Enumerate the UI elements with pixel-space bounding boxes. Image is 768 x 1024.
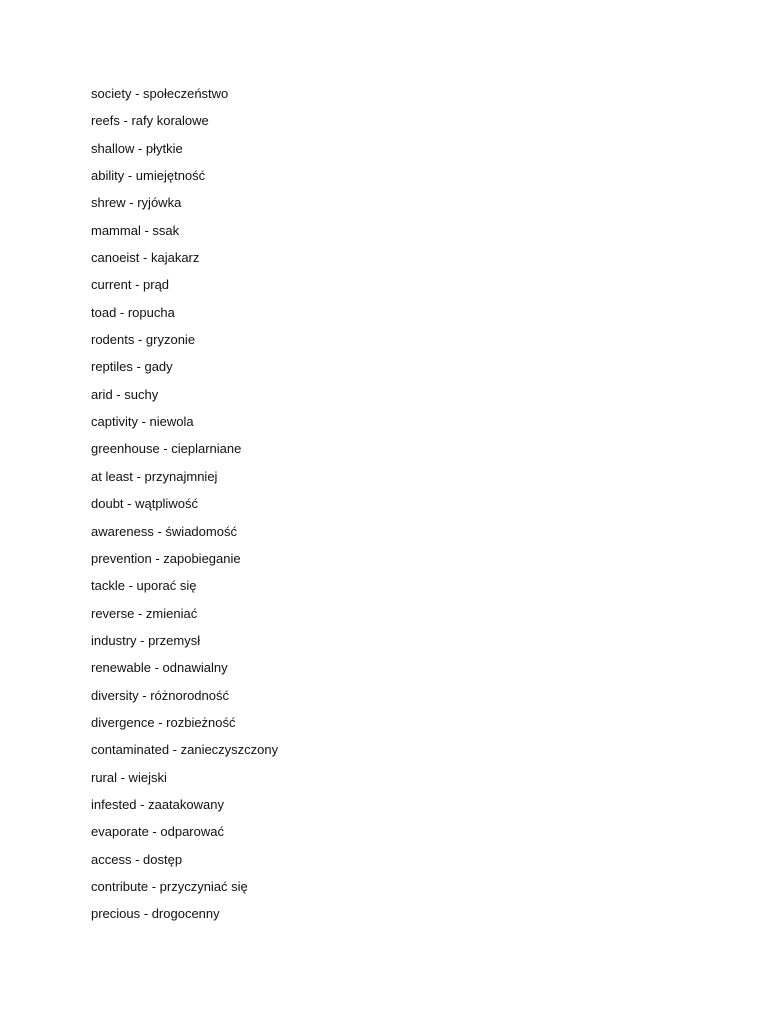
vocab-entry-mammal: mammal - ssak	[91, 222, 180, 238]
vocab-entry-reefs: reefs - rafy koralowe	[91, 113, 209, 129]
vocab-entry-contribute: contribute - przyczyniać się	[91, 878, 248, 894]
vocab-entry-tackle: tackle - uporać się	[91, 578, 197, 594]
vocab-entry-captivity: captivity - niewola	[91, 414, 194, 430]
vocab-entry-prevention: prevention - zapobieganie	[91, 550, 241, 566]
vocab-entry-rodents: rodents - gryzonie	[91, 332, 196, 348]
vocab-entry-reptiles: reptiles - gady	[91, 359, 173, 375]
vocab-entry-diversity: diversity - różnorodność	[91, 687, 229, 703]
vocabulary-list	[91, 84, 278, 932]
vocab-entry-contaminated: contaminated - zanieczyszczony	[91, 742, 279, 758]
vocab-entry-infested: infested - zaatakowany	[91, 796, 224, 812]
vocab-entry-renewable: renewable - odnawialny	[91, 660, 228, 676]
vocab-entry-access: access - dostęp	[91, 851, 183, 867]
vocab-entry-precious: precious - drogocenny	[91, 906, 220, 922]
vocab-entry-industry: industry - przemysł	[91, 632, 201, 648]
vocab-entry-evaporate: evaporate - odparować	[91, 824, 224, 840]
vocab-entry-doubt: doubt - wątpliwość	[91, 496, 198, 512]
vocab-entry-toad: toad - ropucha	[91, 304, 175, 320]
vocab-entry-reverse: reverse - zmieniać	[91, 605, 198, 621]
vocab-entry-divergence: divergence - rozbieżność	[91, 714, 236, 730]
vocab-entry-canoeist: canoeist - kajakarz	[91, 250, 200, 266]
vocab-entry-at-least: at least - przynajmniej	[91, 468, 218, 484]
vocab-entry-rural: rural - wiejski	[91, 769, 167, 785]
vocab-entry-greenhouse: greenhouse - cieplarniane	[91, 441, 242, 457]
vocab-entry-arid: arid - suchy	[91, 386, 159, 402]
vocab-entry-society: society - społeczeństwo	[91, 86, 229, 101]
vocab-entry-shrew: shrew - ryjówka	[91, 195, 182, 211]
vocab-entry-shallow: shallow - płytkie	[91, 140, 183, 156]
vocab-entry-awareness: awareness - świadomość	[91, 523, 237, 539]
vocab-entry-ability: ability - umiejętność	[91, 168, 206, 184]
vocab-entry-current: current - prąd	[91, 277, 170, 293]
